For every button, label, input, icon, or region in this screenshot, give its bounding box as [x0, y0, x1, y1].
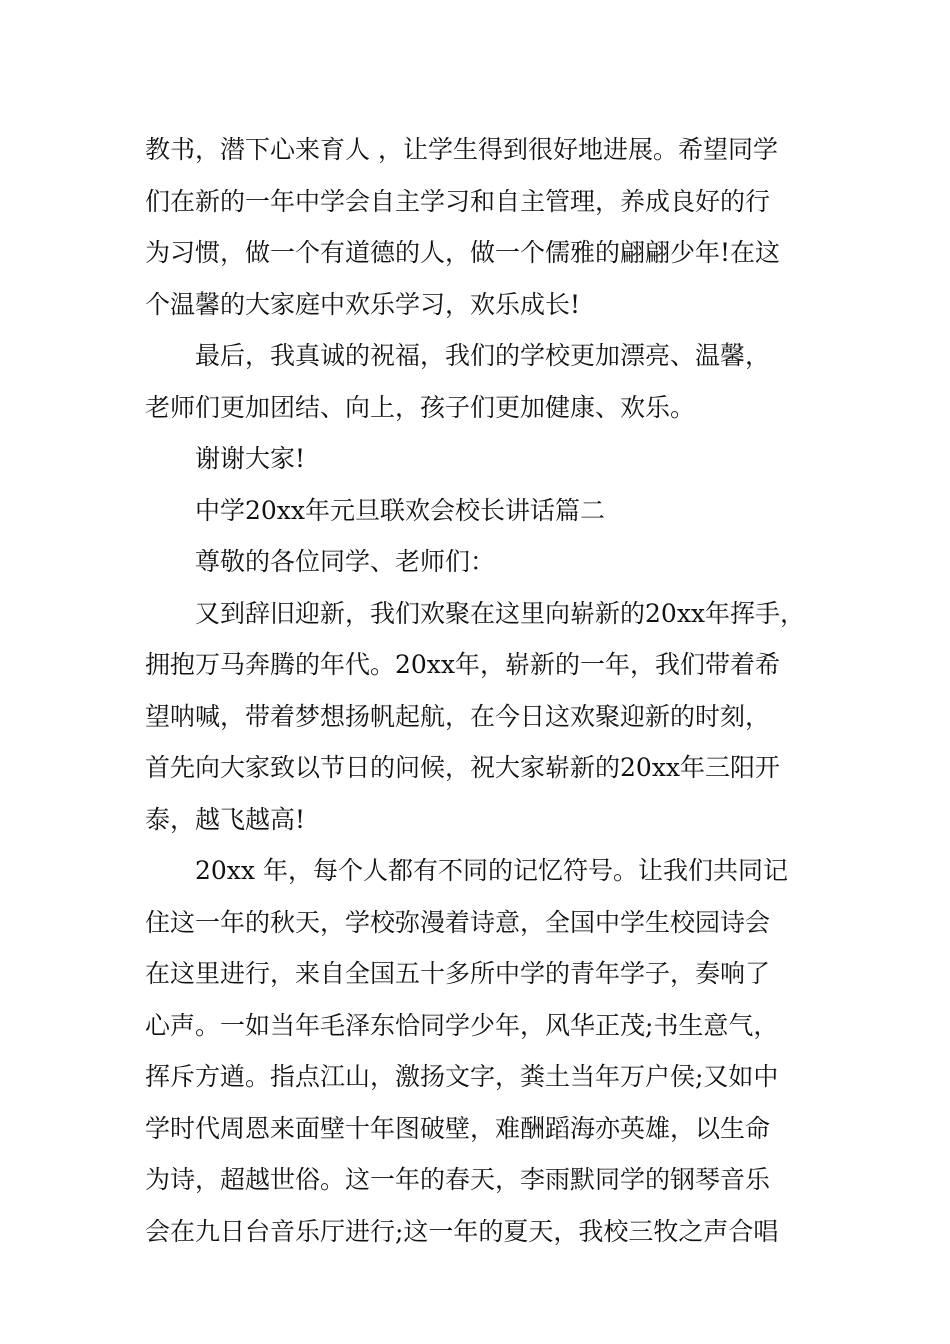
- text-line: 泰，越飞越高!: [145, 804, 306, 834]
- text-line: 教书，潜下心来育人 ，让学生得到很好地进展。希望同学: [145, 135, 778, 164]
- text-line: 老师们更加团结、向上，孩子们更加健康、欢乐。: [145, 392, 696, 422]
- text-line: 挥斥方遒。指点江山，激扬文字，粪土当年万户侯;又如中: [145, 1062, 779, 1091]
- text-line: 住这一年的秋天，学校弥漫着诗意，全国中学生校园诗会: [145, 907, 771, 937]
- text-line: 20xx 年，每个人都有不同的记忆符号。让我们共同记: [195, 856, 788, 885]
- text-line: 望呐喊，带着梦想扬帆起航，在今日这欢聚迎新的时刻，: [145, 701, 771, 731]
- section-heading: 中学20xx年元旦联欢会校长讲话篇二: [195, 495, 606, 525]
- text-line: 学时代周恩来面壁十年图破壁，难酬蹈海亦英雄，以生命: [145, 1113, 771, 1143]
- text-line: 拥抱万马奔腾的年代。20xx年，崭新的一年，我们带着希: [145, 650, 781, 679]
- text-line: 们在新的一年中学会自主学习和自主管理，养成良好的行: [145, 186, 771, 216]
- text-line: 在这里进行，来自全国五十多所中学的青年学子，奏响了: [145, 959, 771, 988]
- text-line: 为习惯，做一个有道德的人，做一个儒雅的翩翩少年!在这: [145, 238, 781, 267]
- text-line: 谢谢大家!: [195, 444, 306, 473]
- text-line: 首先向大家致以节日的问候，祝大家崭新的20xx年三阳开: [145, 753, 781, 782]
- text-line: 个温馨的大家庭中欢乐学习，欢乐成长!: [145, 289, 581, 319]
- text-line: 会在九日台音乐厅进行;这一年的夏天，我校三牧之声合唱: [145, 1216, 779, 1246]
- body-text: [145, 124, 815, 1257]
- text-line: 为诗，超越世俗。这一年的春天，李雨默同学的钢琴音乐: [145, 1165, 771, 1194]
- text-line: 又到辞旧迎新，我们欢聚在这里向崭新的20xx年挥手，: [195, 598, 806, 628]
- text-line: 最后，我真诚的祝福，我们的学校更加漂亮、温馨，: [195, 341, 771, 370]
- text-line: 心声。一如当年毛泽东恰同学少年，风华正茂;书生意气，: [145, 1010, 779, 1040]
- salutation: 尊敬的各位同学、老师们：: [195, 547, 496, 576]
